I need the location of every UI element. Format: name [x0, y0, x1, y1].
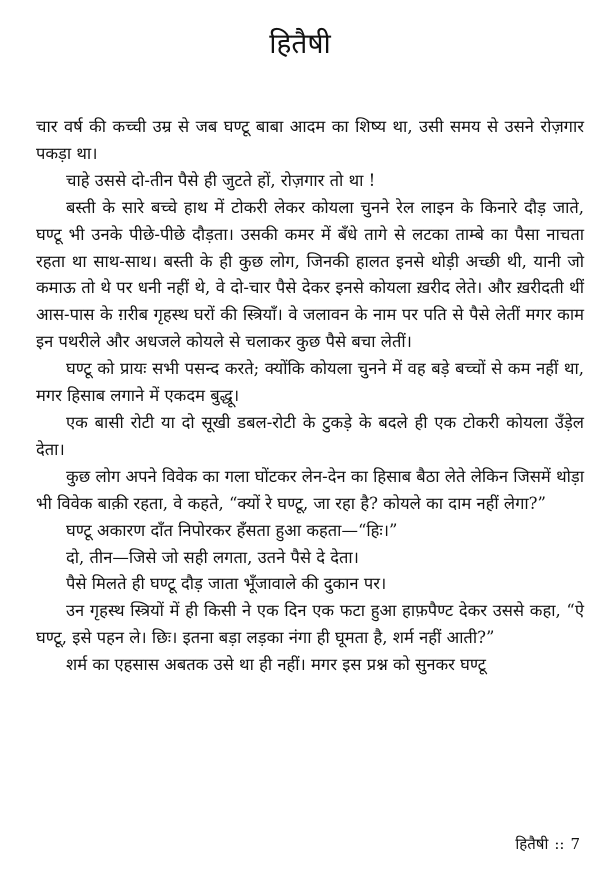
paragraph-7: घण्टू अकारण दाँत निपोरकर हँसता हुआ कहता—“हिः।” — [66, 520, 398, 540]
footer-book-title: हितैषी — [515, 835, 549, 853]
paragraph-3: बस्ती के सारे बच्चे हाथ में टोकरी लेकर कोयला चुनने रेल लाइन के किनारे दौड़ जाते, घण्टू भी उनके पीछे-पीछे दौड़ता। उसकी कमर में बँधे तागे से लटका ताम्बे का पैसा नाचता रहता था साथ-साथ। बस्ती के ही कुछ लोग, जिनकी हालत इनसे थोड़ी अच्छी थी, यानी जो कमाऊ तो थे पर धनी नहीं थे, वे दो-चार पैसे देकर इनसे कोयला ख़रीद लेते। और ख़रीदती थीं आस-पास के ग़रीब गृहस्थ घरों की स्त्रियाँ। वे जलावन के नाम पर पति से पैसे लेतीं मगर काम इन पथरीले और अधजले कोयले से चलाकर कुछ पैसे बचा लेतीं। — [36, 197, 584, 352]
paragraph-9: पैसे मिलते ही घण्टू दौड़ जाता भूँजावाले की दुकान पर। — [66, 574, 387, 594]
paragraph-4: घण्टू को प्रायः सभी पसन्द करते; क्योंकि कोयला चुनने में वह बड़े बच्चों से कम नहीं था, मगर हिसाब लगाने में एकदम बुद्धू। — [36, 359, 584, 406]
story-body — [36, 114, 584, 679]
paragraph-8: दो, तीन—जिसे जो सही लगता, उतने पैसे दे देता। — [66, 547, 359, 567]
page-footer — [515, 834, 580, 854]
paragraph-1: चार वर्ष की कच्ची उम्र से जब घण्टू बाबा आदम का शिष्य था, उसी समय से उसने रोज़गार पकड़ा था। — [36, 117, 584, 163]
page-title: हितैषी — [269, 27, 331, 60]
paragraph-5: एक बासी रोटी या दो सूखी डबल-रोटी के टुकड़े के बदले ही एक टोकरी कोयला उँड़ेल देता। — [36, 412, 584, 459]
paragraph-10: उन गृहस्थ स्त्रियों में ही किसी ने एक दिन एक फटा हुआ हाफ़पैण्ट देकर उससे कहा, “ऐ घण्टू, इसे पहन ले। छिः। इतना बड़ा लड़का नंगा ही घूमता है, शर्म नहीं आती?” — [36, 601, 584, 648]
paragraph-11: शर्म का एहसास अबतक उसे था ही नहीं। मगर इस प्रश्न को सुनकर घण्टू — [66, 655, 486, 675]
page-number: 7 — [570, 835, 580, 853]
paragraph-2: चाहे उससे दो-तीन पैसे ही जुटते हों, रोज़गार तो था ! — [66, 170, 376, 190]
paragraph-6: कुछ लोग अपने विवेक का गला घोंटकर लेन-देन का हिसाब बैठा लेते लेकिन जिसमें थोड़ा भी विवेक बाक़ी रहता, वे कहते, “क्यों रे घण्टू, जा रहा है? कोयले का दाम नहीं लेगा?” — [36, 466, 584, 513]
footer-separator: :: — [554, 835, 565, 853]
